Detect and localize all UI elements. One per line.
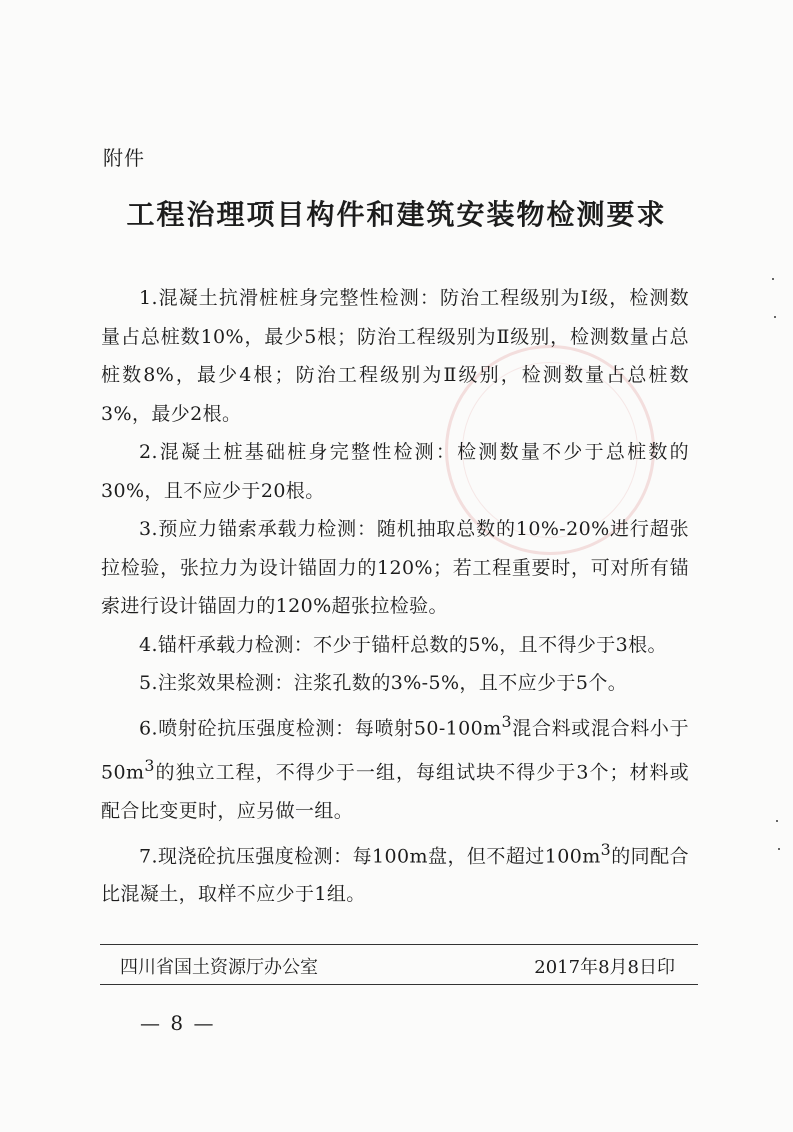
scan-speck [772,278,774,280]
attachment-label: 附件 [103,146,145,170]
paragraph-6-part-a: 6.喷射砼抗压强度检测：每喷射50-100m [139,716,502,739]
paragraph-6-part-c: 的独立工程，不得少于一组，每组试块不得少于3个；材料或配合比变更时，应另做一组。 [101,761,689,823]
paragraph-2: 2.混凝土桩基础桩身完整性检测：检测数量不少于总桩数的30%，且不应少于20根。 [101,441,689,502]
document-body [101,279,689,914]
paragraph-7-part-b: 的同配合比混凝土，取样不应少于1组。 [101,844,689,906]
paragraph-5: 5.注浆效果检测：注浆孔数的3%-5%，且不应少于5个。 [139,672,628,694]
document-title: 工程治理项目构件和建筑安装物检测要求 [126,198,667,231]
paragraph-6 [101,703,689,831]
superscript: 3 [600,839,612,859]
scan-speck [778,848,780,850]
footer-bottom-rule [100,984,698,985]
superscript: 3 [501,711,513,731]
paragraph-3: 3.预应力锚索承载力检测：随机抽取总数的10%-20%进行超张拉检验，张拉力为设计锚固力的120%；若工程重要时，可对所有锚索进行设计锚固力的120%超张拉检验。 [101,518,689,617]
paragraph-7-part-a: 7.现浇砼抗压强度检测：每100m盘，但不超过100m [139,844,601,867]
paragraph-7 [101,831,689,914]
footer-top-rule [100,944,698,945]
footer-office: 四川省国土资源厅办公室 [120,957,318,978]
footer-print-date: 2017年8月8日印 [534,957,675,978]
paragraph-6-part-b: 混合料或混合料小于50m [101,716,690,784]
scan-speck [774,316,776,318]
page-number: — 8 — [140,1011,216,1035]
paragraph-1: 1.混凝土抗滑桩桩身完整性检测：防治工程级别为Ⅰ级，检测数量占总桩数10%，最少5根；防治工程级别为Ⅱ级别，检测数量占总桩数8%，最少4根；防治工程级别为Ⅱ级别，检测数量占总桩数3%，最少2根。 [101,287,689,425]
superscript: 3 [144,756,155,776]
scan-speck [776,820,778,822]
paragraph-4: 4.锚杆承载力检测：不少于锚杆总数的5%，且不得少于3根。 [139,633,667,656]
